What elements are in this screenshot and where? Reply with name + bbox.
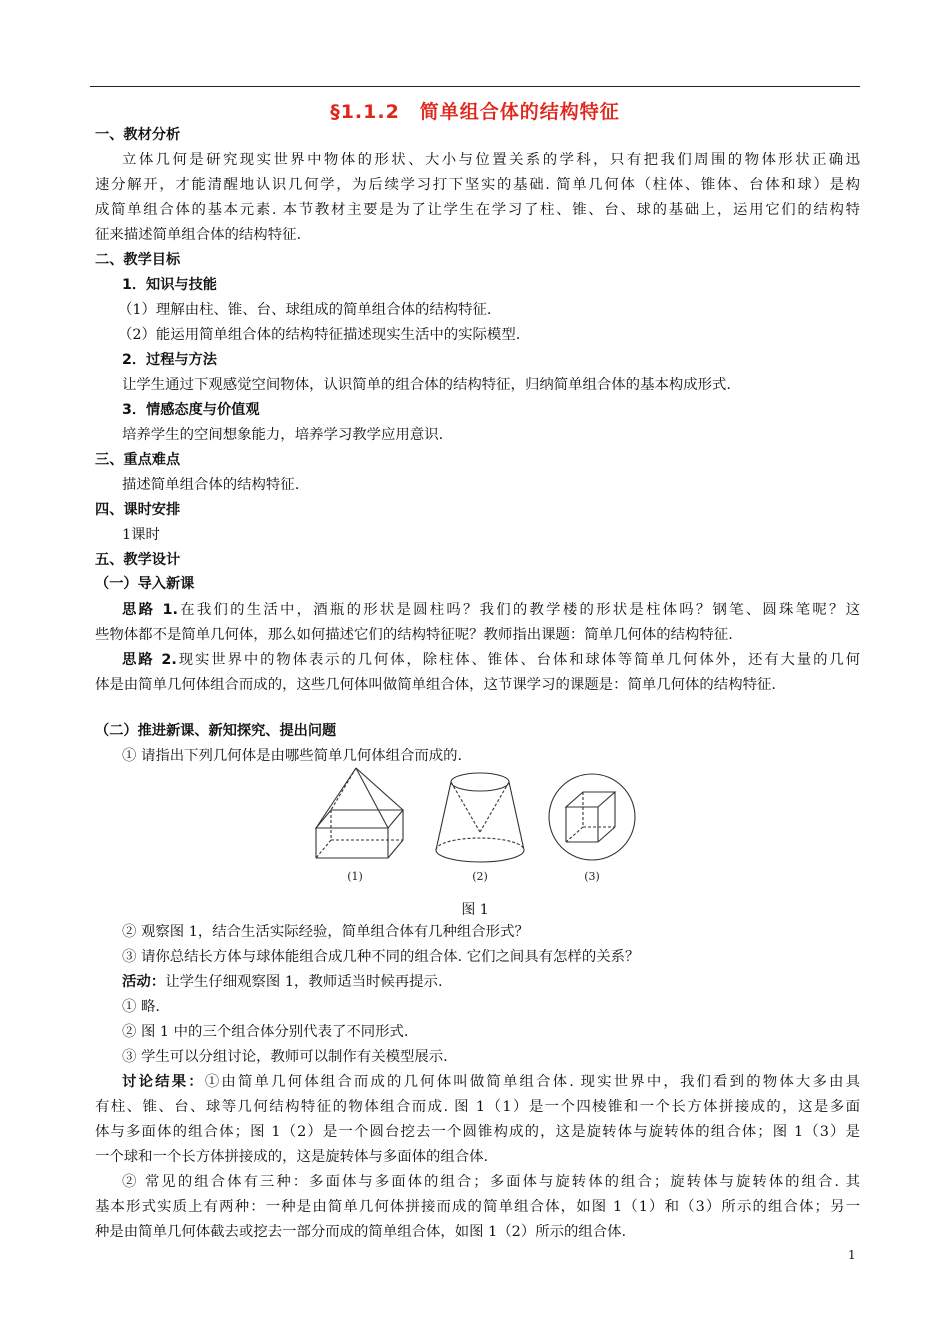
paragraph-line: 有柱、锥、台、球等几何结构特征的物体组合而成. 图 1（1）是一个四棱锥和一个长方体拼接成的，这是多面 bbox=[95, 1099, 860, 1115]
section-heading-5: 五、教学设计 bbox=[95, 552, 181, 568]
idea2-label: 思路 2. bbox=[122, 652, 177, 668]
figure-label-3: (3) bbox=[584, 870, 600, 883]
answer-2: ② 图 1 中的三个组合体分别代表了不同形式. bbox=[122, 1024, 409, 1040]
figure-label-2: (2) bbox=[472, 870, 488, 883]
answer-3: ③ 学生可以分组讨论，教师可以制作有关模型展示. bbox=[122, 1049, 448, 1065]
page-number: 1 bbox=[848, 1248, 856, 1262]
paragraph-line: 成简单组合体的基本元素. 本节教材主要是为了让学生在学习了柱、锥、台、球的基础上，运用它们的结构特 bbox=[95, 202, 860, 218]
header-rule bbox=[90, 86, 860, 87]
idea1-line: 思路 1.在我们的生活中，酒瓶的形状是圆柱吗？我们的教学楼的形状是柱体吗？钢笔、圆珠笔呢？这 bbox=[122, 602, 860, 618]
paragraph-line: 让学生通过下观感觉空间物体，认识简单的组合体的结构特征，归纳简单组合体的基本构成形式. bbox=[122, 377, 731, 393]
paragraph-line: 种是由简单几何体截去或挖去一部分而成的简单组合体，如图 1（2）所示的组合体. bbox=[95, 1224, 627, 1240]
subheading-attitude: 3．情感态度与价值观 bbox=[122, 402, 260, 418]
frustum-with-cone-shape bbox=[436, 773, 524, 862]
section-heading-2: 二、教学目标 bbox=[95, 252, 181, 268]
paragraph-line: 描述简单组合体的结构特征. bbox=[122, 477, 300, 493]
section-heading-1: 一、教材分析 bbox=[95, 127, 181, 143]
paragraph-line: 基本形式实质上有两种：一种是由简单几何体拼接而成的简单组合体，如图 1（1）和（3）所示的组合体；另一 bbox=[95, 1199, 860, 1215]
answer-1: ① 略. bbox=[122, 999, 160, 1015]
paragraph-line: 征来描述简单组合体的结构特征. bbox=[95, 227, 302, 243]
figure-1-geometry bbox=[300, 762, 640, 888]
question-3: ③ 请你总结长方体与球体能组合成几种不同的组合体. 它们之间具有怎样的关系？ bbox=[122, 949, 640, 965]
paragraph-line: 速分解开，才能清醒地认识几何学，为后续学习打下坚实的基础. 简单几何体（柱体、锥体、台体和球）是构 bbox=[95, 177, 860, 193]
result-label: 讨论结果： bbox=[122, 1074, 205, 1090]
paragraph-line: 培养学生的空间想象能力，培养学习教学应用意识. bbox=[122, 427, 444, 443]
paragraph-line: 1课时 bbox=[122, 527, 160, 543]
page-title: §1.1.2 简单组合体的结构特征 bbox=[330, 101, 620, 123]
question-2: ② 观察图 1，结合生活实际经验，简单组合体有几种组合形式？ bbox=[122, 924, 529, 940]
goal-item: （2）能运用简单组合体的结构特征描述现实生活中的实际模型. bbox=[118, 327, 521, 343]
part-heading-2: （二）推进新课、新知探究、提出问题 bbox=[95, 723, 337, 739]
activity-label: 活动： bbox=[122, 974, 166, 990]
section-heading-4: 四、课时安排 bbox=[95, 502, 181, 518]
paragraph-line: 些物体都不是简单几何体，那么如何描述它们的结构特征呢？教师指出课题：简单几何体的结构特征. bbox=[95, 627, 733, 643]
section-heading-3: 三、重点难点 bbox=[95, 452, 181, 468]
figure-caption: 图 1 bbox=[461, 902, 489, 918]
activity-line: 活动：让学生仔细观察图 1，教师适当时候再提示. bbox=[122, 974, 443, 990]
goal-item: （1）理解由柱、锥、台、球组成的简单组合体的结构特征. bbox=[118, 302, 492, 318]
figure-label-1: (1) bbox=[347, 870, 363, 883]
idea2-line: 思路 2.现实世界中的物体表示的几何体，除柱体、锥体、台体和球体等简单几何体外，还有大量的几何 bbox=[122, 652, 860, 668]
subheading-process: 2．过程与方法 bbox=[122, 352, 217, 368]
pyramid-on-box-shape bbox=[316, 768, 403, 858]
paragraph-line: 一个球和一个长方体拼接成的，这是旋转体与多面体的组合体. bbox=[95, 1149, 489, 1165]
paragraph-line: ② 常见的组合体有三种：多面体与多面体的组合；多面体与旋转体的组合；旋转体与旋转体的组合. 其 bbox=[122, 1174, 860, 1190]
sphere-with-box-shape bbox=[549, 774, 635, 860]
question-1: ① 请指出下列几何体是由哪些简单几何体组合而成的. bbox=[122, 748, 463, 764]
paragraph-line: 立体几何是研究现实世界中物体的形状、大小与位置关系的学科，只有把我们周围的物体形状正确迅 bbox=[122, 152, 860, 168]
part-heading-1: （一）导入新课 bbox=[95, 576, 195, 592]
subheading-knowledge: 1．知识与技能 bbox=[122, 277, 217, 293]
paragraph-line: 体是由简单几何体组合而成的，这些几何体叫做简单组合体，这节课学习的课题是：简单几何体的结构特征. bbox=[95, 677, 776, 693]
idea1-label: 思路 1. bbox=[122, 602, 178, 618]
paragraph-line: 体与多面体的组合体；图 1（2）是一个圆台挖去一个圆锥构成的，这是旋转体与旋转体的组合体；图 1（3）是 bbox=[95, 1124, 860, 1140]
result-line: 讨论结果：①由简单几何体组合而成的几何体叫做简单组合体. 现实世界中，我们看到的物体大多由具 bbox=[122, 1074, 860, 1090]
